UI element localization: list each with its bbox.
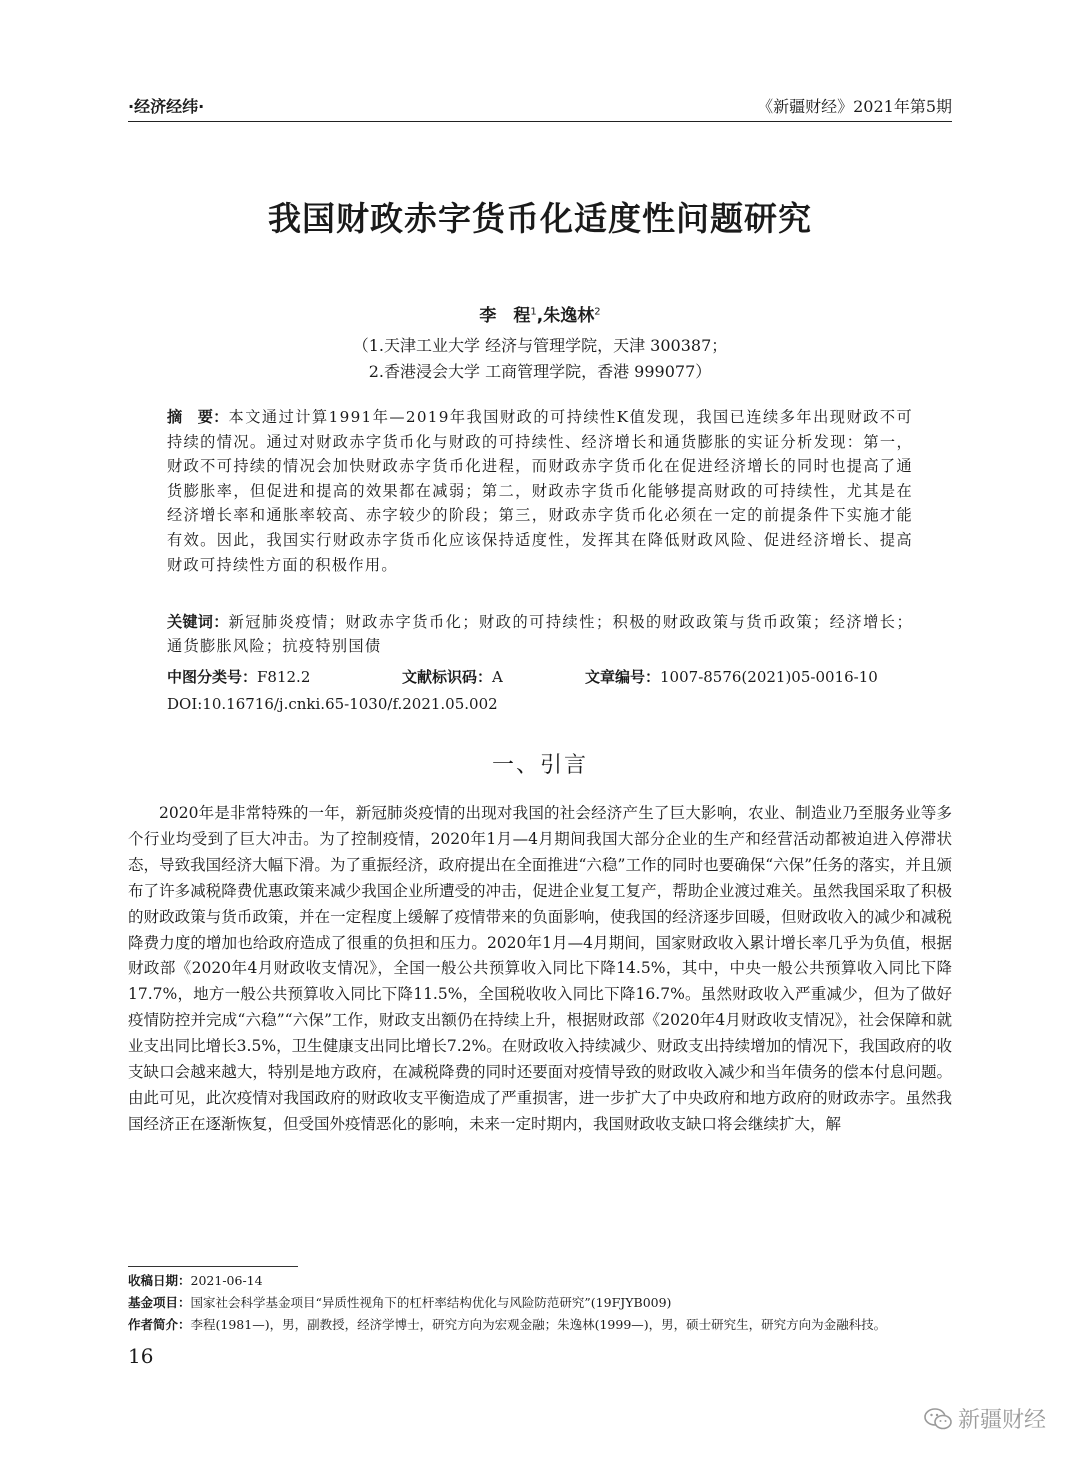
authors (128, 301, 952, 326)
abstract-text: 本文通过计算1991年—2019年我国财政的可持续性K值发现，我国已连续多年出现财政不可持续的情况。通过对财政赤字货币化与财政的可持续性、经济增长和通货膨胀的实证分析发现：第一，财政不可持续的情况会加快财政赤字货币化进程，而财政赤字货币化在促进经济增长的同时也提高了通货膨胀率，但促进和提高的效果都在减弱；第二，财政赤字货币化能够提高财政的可持续性，尤其是在经济增长率和通胀率较高、赤字较少的阶段；第三，财政赤字货币化必须在一定的前提条件下实施才能有效。因此，我国实行财政赤字货币化应该保持适度性，发挥其在降低财政风险、促进经济增长、提高财政可持续性方面的积极作用。 (167, 408, 914, 574)
footnote-divider (128, 1266, 298, 1267)
author-2: 朱逸林 (543, 306, 595, 326)
affiliation-1: （1.天津工业大学 经济与管理学院，天津 300387； (352, 336, 728, 355)
artno-label: 文章编号： (585, 668, 661, 686)
header-divider (128, 121, 952, 122)
doccode-label: 文献标识码： (402, 668, 493, 686)
page-number: 16 (128, 1344, 154, 1368)
bio-label: 作者简介： (128, 1317, 191, 1332)
bio-text: 李程(1981—)，男，副教授，经济学博士，研究方向为宏观金融；朱逸林(1999—)，男，硕士研究生，研究方向为金融科技。 (190, 1317, 887, 1332)
document-code (402, 666, 503, 687)
keywords-label: 关键词： (167, 613, 229, 631)
keywords-text: 新冠肺炎疫情；财政赤字货币化；财政的可持续性；积极的财政政策与货币政策；经济增长；通货膨胀风险；抗疫特别国债 (167, 613, 913, 655)
abstract (167, 405, 913, 577)
keywords (167, 610, 913, 658)
author-1: 李 程 (479, 306, 531, 326)
watermark-text: 新疆财经 (957, 1408, 1046, 1433)
journal-issue: 《新疆财经》2021年第5期 (757, 97, 952, 116)
author-2-affil-mark: 2 (594, 306, 601, 318)
artno-value: 1007-8576(2021)05-0016-10 (660, 668, 878, 686)
footnote-received (128, 1271, 958, 1291)
clc-value: F812.2 (257, 668, 311, 686)
footnote-fund (128, 1293, 958, 1313)
article-title: 我国财政赤字货币化适度性问题研究 (268, 199, 812, 238)
affiliation-2: 2.香港浸会大学 工商管理学院，香港 999077） (368, 362, 712, 381)
received-label: 收稿日期： (128, 1273, 191, 1288)
clc-label: 中图分类号： (167, 668, 258, 686)
doi: DOI:10.16716/j.cnki.65-1030/f.2021.05.002 (167, 695, 498, 713)
received-date: 2021-06-14 (190, 1273, 263, 1288)
wechat-icon (924, 1407, 952, 1431)
author-1-affil-mark: 1 (530, 306, 537, 318)
abstract-label: 摘 要： (167, 408, 229, 426)
author-separator: , (536, 306, 544, 326)
fund-text: 国家社会科学基金项目“异质性视角下的杠杆率结构优化与风险防范研究”(19FJYB009) (190, 1295, 672, 1310)
section-heading: 一、引言 (491, 753, 588, 778)
doccode-value: A (492, 668, 503, 686)
body-paragraph: 2020年是非常特殊的一年，新冠肺炎疫情的出现对我国的社会经济产生了巨大影响，农业、制造业乃至服务业等多个行业均受到了巨大冲击。为了控制疫情，2020年1月—4月期间我国大部分企业的生产和经营活动都被迫进入停滞状态，导致我国经济大幅下滑。为了重振经济，政府提出在全面推进“六稳”工作的同时也要确保“六保”任务的落实，并且颁布了许多减税降费优惠政策来减少我国企业所遭受的冲击，促进企业复工复产，帮助企业渡过难关。虽然我国采取了积极的财政政策与货币政策，并在一定程度上缓解了疫情带来的负面影响，使我国的经济逐步回暖，但财政收入的减少和减税降费力度的增加也给政府造成了很重的负担和压力。2020年1月—4月期间，国家财政收入累计增长率几乎为负值，根据财政部《2020年4月财政收支情况》，全国一般公共预算收入同比下降14.5%，其中，中央一般公共预算收入同比下降17.7%，地方一般公共预算收入同比下降11.5%，全国税收收入同比下降16.7%。虽然财政收入严重减少，但为了做好疫情防控并完成“六稳”“六保”工作，财政支出额仍在持续上升，根据财政部《2020年4月财政收支情况》，社会保障和就业支出同比增长3.5%，卫生健康支出同比增长7.2%。在财政收入持续减少、财政支出持续增加的情况下，我国政府的收支缺口会越来越大，特别是地方政府，在减税降费的同时还要面对疫情导致的财政收入减少和当年债务的偿本付息问题。由此可见，此次疫情对我国政府的财政收支平衡造成了严重损害，进一步扩大了中央政府和地方政府的财政赤字。虽然我国经济正在逐渐恢复，但受国外疫情恶化的影响，未来一定时期内，我国财政收支缺口将会继续扩大，解 (128, 804, 952, 1133)
watermark (924, 1403, 1046, 1434)
fund-label: 基金项目： (128, 1295, 191, 1310)
footnote-author-bio (128, 1315, 958, 1335)
section-label: ·经济经纬· (128, 97, 205, 116)
clc-number (167, 666, 310, 687)
article-number (585, 666, 878, 687)
